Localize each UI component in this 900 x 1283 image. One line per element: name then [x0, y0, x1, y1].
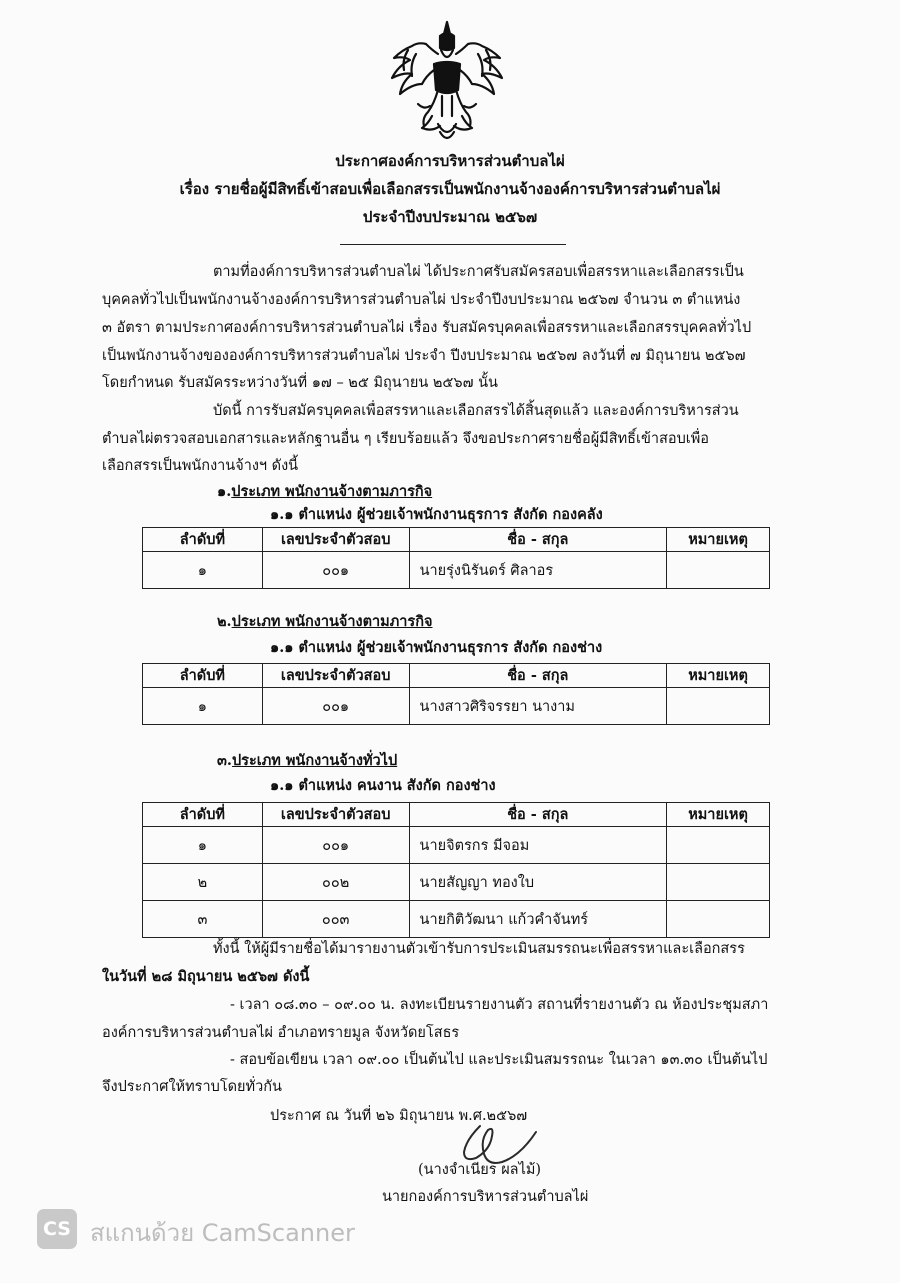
name-cell: นายจิตรกร มีจอม [409, 827, 667, 864]
section-2-position: ๑.๑ ตำแหน่ง ผู้ช่วยเจ้าพนักงานธุรการ สังกัด กองช่าง [270, 639, 603, 656]
section-title: ประเภท พนักงานจ้างตามภารกิจ [231, 483, 433, 500]
para1-line: โดยกำหนด รับสมัครระหว่างวันที่ ๑๗ – ๒๕ มิถุนายน ๒๕๖๗ นั้น [102, 375, 498, 391]
note-cell [667, 901, 770, 938]
closing-line: ทั้งนี้ ให้ผู้มีรายชื่อได้มารายงานตัวเข้ารับการประเมินสมรรถนะเพื่อสรรหาและเลือกสรร [213, 941, 745, 957]
candidates-table-1 [142, 527, 770, 589]
col-exam-id-header: เลขประจำตัวสอบ [262, 528, 409, 552]
fiscal-year: ประจำปีงบประมาณ ๒๕๖๗ [362, 208, 538, 226]
table-row [143, 688, 770, 725]
col-name-header: ชื่อ - สกุล [409, 664, 667, 688]
para2-line: ตำบลไผ่ตรวจสอบเอกสารและหลักฐานอื่น ๆ เรียบร้อยแล้ว จึงขอประกาศรายชื่อผู้มีสิทธิ์เข้าสอบเพื่อ [102, 431, 709, 447]
note-cell [667, 552, 770, 589]
col-note-header: หมายเหตุ [667, 528, 770, 552]
col-name-header: ชื่อ - สกุล [409, 803, 667, 827]
section-1-heading [217, 482, 432, 502]
para1-line: บุคคลทั่วไปเป็นพนักงานจ้างองค์การบริหารส่วนตำบลไผ่ ประจำปีงบประมาณ ๒๕๖๗ จำนวน ๓ ตำแหน่ง [102, 292, 741, 308]
table-row [143, 827, 770, 864]
schedule-item: - สอบข้อเขียน เวลา ๐๙.๐๐ เป็นต้นไป และประเมินสมรรถนะ ในเวลา ๑๓.๓๐ เป็นต้นไป [230, 1052, 768, 1068]
garuda-emblem-icon [388, 20, 506, 146]
schedule-location: องค์การบริหารส่วนตำบลไผ่ อำเภอทรายมูล จังหวัดยโสธร [102, 1025, 460, 1041]
closing-notice: จึงประกาศให้ทราบโดยทั่วกัน [102, 1079, 282, 1095]
section-3-position: ๑.๑ ตำแหน่ง คนงาน สังกัด กองช่าง [270, 777, 496, 794]
announcement-subject: เรื่อง รายชื่อผู้มีสิทธิ์เข้าสอบเพื่อเลือกสรรเป็นพนักงานจ้างองค์การบริหารส่วนตำบลไผ่ [179, 180, 721, 198]
order-cell: ๒ [143, 864, 263, 901]
exam-id-cell: ๐๐๒ [262, 864, 409, 901]
table-row [143, 864, 770, 901]
para2-line: เลือกสรรเป็นพนักงานจ้างฯ ดังนี้ [102, 458, 299, 474]
announcement-title: ประกาศองค์การบริหารส่วนตำบลไผ่ [335, 152, 565, 170]
col-order-header: ลำดับที่ [143, 664, 263, 688]
section-number: ๓. [217, 752, 232, 769]
name-cell: นายกิติวัฒนา แก้วคำจันทร์ [409, 901, 667, 938]
table-row [143, 552, 770, 589]
section-3-heading [217, 751, 397, 771]
section-1-position: ๑.๑ ตำแหน่ง ผู้ช่วยเจ้าพนักงานธุรการ สังกัด กองคลัง [270, 506, 603, 523]
section-number: ๒. [217, 613, 232, 630]
col-exam-id-header: เลขประจำตัวสอบ [262, 803, 409, 827]
report-date: ในวันที่ ๒๘ มิถุนายน ๒๕๖๗ ดังนี้ [102, 968, 310, 985]
exam-id-cell: ๐๐๑ [262, 552, 409, 589]
exam-id-cell: ๐๐๓ [262, 901, 409, 938]
signer-title: นายกองค์การบริหารส่วนตำบลไผ่ [382, 1189, 589, 1205]
col-note-header: หมายเหตุ [667, 803, 770, 827]
schedule-item: - เวลา ๐๘.๓๐ – ๐๙.๐๐ น. ลงทะเบียนรายงานตัว สถานที่รายงานตัว ณ ห้องประชุมสภา [230, 997, 769, 1013]
candidates-table-3 [142, 802, 770, 938]
para1-line: ตามที่องค์การบริหารส่วนตำบลไผ่ ได้ประกาศรับสมัครสอบเพื่อสรรหาและเลือกสรรเป็น [213, 264, 744, 280]
col-note-header: หมายเหตุ [667, 664, 770, 688]
para1-line: เป็นพนักงานจ้างขององค์การบริหารส่วนตำบลไผ่ ประจำ ปีงบประมาณ ๒๕๖๗ ลงวันที่ ๗ มิถุนายน ๒๕๖๗ [102, 348, 746, 364]
note-cell [667, 688, 770, 725]
table-header-row [143, 803, 770, 827]
exam-id-cell: ๐๐๑ [262, 688, 409, 725]
section-title: ประเภท พนักงานจ้างตามภารกิจ [231, 613, 433, 630]
section-2-heading [217, 612, 433, 632]
announcement-date: ประกาศ ณ วันที่ ๒๖ มิถุนายน พ.ศ.๒๕๖๗ [270, 1108, 528, 1124]
para2-line: บัดนี้ การรับสมัครบุคคลเพื่อสรรหาและเลือกสรรได้สิ้นสุดแล้ว และองค์การบริหารส่วน [213, 403, 739, 419]
exam-id-cell: ๐๐๑ [262, 827, 409, 864]
table-header-row [143, 664, 770, 688]
col-order-header: ลำดับที่ [143, 528, 263, 552]
table-header-row [143, 528, 770, 552]
order-cell: ๑ [143, 827, 263, 864]
camscanner-logo-icon: CS [37, 1209, 77, 1249]
note-cell [667, 827, 770, 864]
name-cell: นายสัญญา ทองใบ [409, 864, 667, 901]
candidates-table-2 [142, 663, 770, 725]
section-title: ประเภท พนักงานจ้างทั่วไป [231, 752, 398, 769]
signer-name: (นางจำเนียร ผลไม้) [418, 1162, 542, 1178]
col-name-header: ชื่อ - สกุล [409, 528, 667, 552]
order-cell: ๑ [143, 688, 263, 725]
camscanner-watermark: สแกนด้วย CamScanner [90, 1219, 355, 1247]
note-cell [667, 864, 770, 901]
header-divider [340, 244, 566, 245]
col-order-header: ลำดับที่ [143, 803, 263, 827]
para1-line: ๓ อัตรา ตามประกาศองค์การบริหารส่วนตำบลไผ่ เรื่อง รับสมัครบุคคลเพื่อสรรหาและเลือกสรรบุคคลทั่วไป [102, 320, 752, 336]
col-exam-id-header: เลขประจำตัวสอบ [262, 664, 409, 688]
order-cell: ๓ [143, 901, 263, 938]
name-cell: นางสาวศิริจรรยา นางาม [409, 688, 667, 725]
section-number: ๑. [217, 483, 232, 500]
name-cell: นายรุ่งนิรันดร์ ศิลาอร [409, 552, 667, 589]
table-row [143, 901, 770, 938]
order-cell: ๑ [143, 552, 263, 589]
